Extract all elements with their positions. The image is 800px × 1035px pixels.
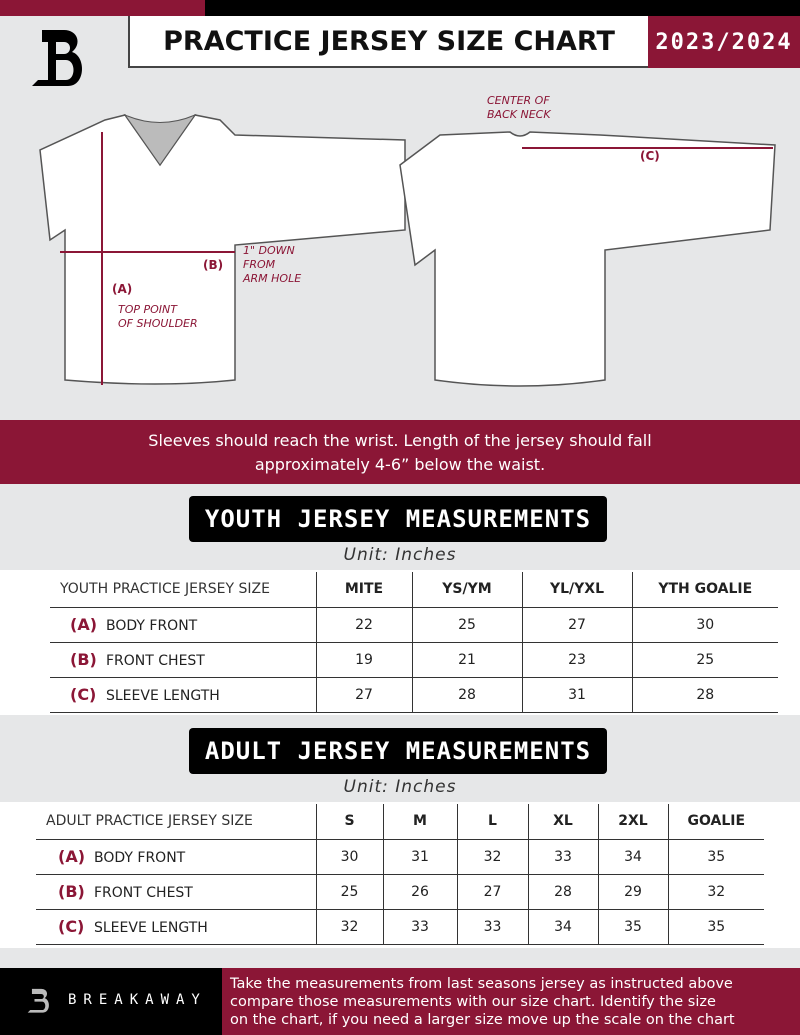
label-a: (A) xyxy=(112,282,133,296)
youth-unit: Unit: Inches xyxy=(343,545,457,565)
breakaway-logo xyxy=(28,28,94,94)
table-row: (C) SLEEVE LENGTH 27 28 31 28 xyxy=(50,677,778,712)
season-badge: 2023/2024 xyxy=(648,16,800,68)
top-accent-bar xyxy=(0,0,205,16)
youth-title: YOUTH JERSEY MEASUREMENTS xyxy=(189,496,607,542)
front-jersey-diagram xyxy=(30,110,410,400)
page-title: PRACTICE JERSEY SIZE CHART xyxy=(128,16,648,68)
table-row: (B) FRONT CHEST 19 21 23 25 xyxy=(50,642,778,677)
instruction-band: Sleeves should reach the wrist. Length of the jersey should fall approximately 4-6” below the waist. xyxy=(0,420,800,484)
adult-table xyxy=(36,804,764,945)
table-header: YOUTH PRACTICE JERSEY SIZE MITE YS/YM YL/YXL YTH GOALIE xyxy=(50,572,778,607)
note-a: TOP POINT OF SHOULDER xyxy=(118,303,198,330)
label-c: (C) xyxy=(640,149,660,163)
footer-instructions: Take the measurements from last seasons jersey as instructed above compare those measurements with our size chart. Identify the size on the chart, if you need a larger size move up the scale on the chart xyxy=(222,968,800,1035)
adult-title: ADULT JERSEY MEASUREMENTS xyxy=(189,728,607,774)
note-c: CENTER OF BACK NECK xyxy=(487,94,551,121)
footer-brand xyxy=(0,968,222,1035)
adult-unit: Unit: Inches xyxy=(343,777,457,797)
youth-table xyxy=(50,572,778,713)
note-b: 1" DOWN FROM ARM HOLE xyxy=(243,244,302,285)
table-row: (A) BODY FRONT 30 31 32 33 34 35 xyxy=(36,839,764,874)
top-black-bar xyxy=(205,0,800,16)
table-row: (B) FRONT CHEST 25 26 27 28 29 32 xyxy=(36,874,764,909)
breakaway-logo-small xyxy=(26,986,54,1018)
table-row: (A) BODY FRONT 22 25 27 30 xyxy=(50,607,778,642)
back-jersey-diagram xyxy=(395,120,780,395)
table-header: ADULT PRACTICE JERSEY SIZE S M L XL 2XL GOALIE xyxy=(36,804,764,839)
label-b: (B) xyxy=(203,258,224,272)
table-row: (C) SLEEVE LENGTH 32 33 33 34 35 35 xyxy=(36,909,764,944)
brand-name: BREAKAWAY xyxy=(68,992,207,1008)
